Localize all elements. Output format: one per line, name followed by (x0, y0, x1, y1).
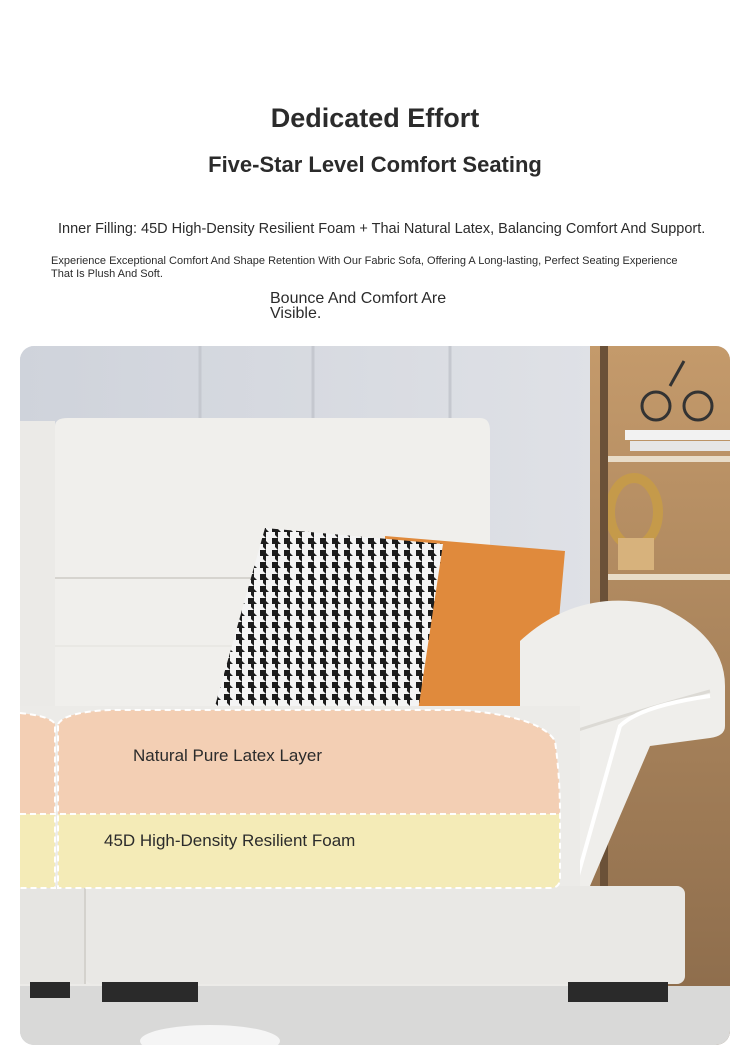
sofa-photo (20, 346, 730, 1045)
foam-layer-label: 45D High-Density Resilient Foam (104, 831, 356, 850)
page-title: Dedicated Effort (270, 103, 480, 133)
page-subtitle: Five-Star Level Comfort Seating (208, 152, 542, 177)
latex-layer-label: Natural Pure Latex Layer (133, 746, 322, 765)
sofa-illustration (20, 346, 730, 1045)
filling-description: Inner Filling: 45D High-Density Resilient Foam + Thai Natural Latex, Balancing Comfort And Support. (58, 221, 706, 237)
visible-caption: Bounce And Comfort Are Visible. (270, 290, 447, 322)
experience-description: Experience Exceptional Comfort And Shape Retention With Our Fabric Sofa, Offering A Long-lasting, Perfect Seating Experience That Is Plush And Soft. (51, 255, 678, 280)
